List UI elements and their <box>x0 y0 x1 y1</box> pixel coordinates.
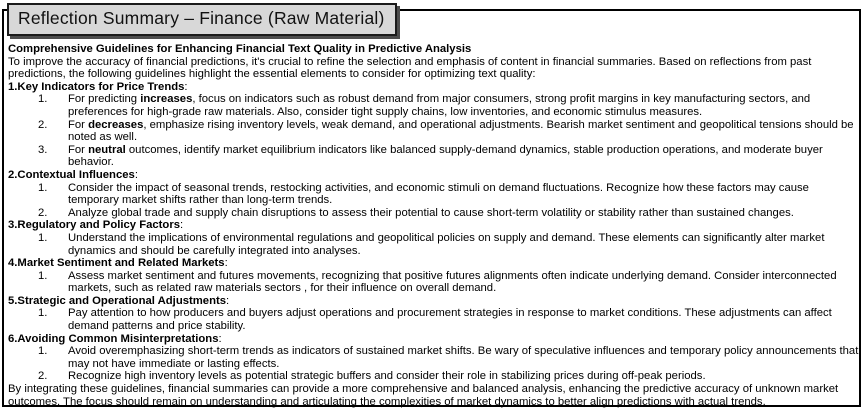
intro-text: To improve the accuracy of financial predictions, it's crucial to refine the selection and emphasis of content in financial summaries. Based on reflections from past predictions, the following guidelines highlight the essential elements to consider for optimizing text quality: <box>8 55 812 81</box>
section-heading-6 <box>8 333 859 346</box>
item-number: 1. <box>38 345 48 358</box>
list-item <box>8 93 859 118</box>
heading-colon: : <box>218 332 222 345</box>
section-heading-4 <box>8 257 859 270</box>
item-text: Understand the implications of environmental regulations and geopolitical policies on supply and demand. These elements can significantly alter market dynamics and should be carefully integrated into analyses. <box>68 231 825 257</box>
item-text: Recognize high inventory levels as potential strategic buffers and consider their role in stabilizing prices during off-peak periods. <box>68 370 706 383</box>
item-number: 1. <box>38 181 48 194</box>
list-item <box>8 307 859 332</box>
heading-colon: : <box>180 219 184 232</box>
section-heading-text: 2.Contextual Influences <box>8 168 135 181</box>
item-number: 2. <box>38 206 48 219</box>
document-body <box>8 43 859 408</box>
item-text: Analyze global trade and supply chain disruptions to assess their potential to cause short-term volatility or stability rather than sustained changes. <box>68 206 794 219</box>
list-item <box>8 144 859 169</box>
section-heading-1 <box>8 81 859 94</box>
heading-colon: : <box>226 294 230 307</box>
heading-colon: : <box>184 80 188 93</box>
list-item <box>8 207 859 220</box>
title-box <box>7 3 397 36</box>
heading-colon: : <box>224 257 228 270</box>
item-text: Consider the impact of seasonal trends, restocking activities, and economic stimuli on demand fluctuations. Recognize how these factors may cause temporary market shifts rather than long-term trends. <box>68 181 809 207</box>
heading-colon: : <box>134 168 138 181</box>
list-item <box>8 119 859 144</box>
list-item <box>8 182 859 207</box>
section-heading-text: 3.Regulatory and Policy Factors <box>8 219 181 232</box>
intro-heading: Comprehensive Guidelines for Enhancing Financial Text Quality in Predictive Analysis <box>8 43 472 55</box>
item-number: 2. <box>38 118 48 131</box>
item-text: For decreases, emphasize rising inventory levels, weak demand, and operational adjustments. Bearish market sentiment and geopolitical tensions should be noted as well. <box>68 118 854 144</box>
item-number: 3. <box>38 143 48 156</box>
item-text: Pay attention to how producers and buyers adjust operations and procurement strategies in response to market conditions. These adjustments can affect demand patterns and price stability. <box>68 307 832 333</box>
item-number: 1. <box>38 307 48 320</box>
item-text: For neutral outcomes, identify market equilibrium indicators like balanced supply-demand dynamics, stable production operations, and moderate buyer behavior. <box>68 143 823 169</box>
item-text: For predicting increases, focus on indicators such as robust demand from major consumers, strong profit margins in key manufacturing sectors, and preferences for high-grade raw materials. Also, consider tight supply chains, low inventories, and economic stimulus measures. <box>68 93 811 118</box>
section-heading-3 <box>8 219 859 232</box>
section-heading-text: 1.Key Indicators for Price Trends <box>8 80 185 93</box>
item-number: 2. <box>38 370 48 383</box>
item-number: 1. <box>38 231 48 244</box>
section-heading-text: 5.Strategic and Operational Adjustments <box>8 294 227 307</box>
section-heading-2 <box>8 169 859 182</box>
list-item <box>8 345 859 370</box>
closing-paragraph: By integrating these guidelines, financial summaries can provide a more comprehensive and balanced analysis, enhancing the predictive accuracy of unknown market outcomes. The focus should remain on understanding and articulating the complexities of market dynamics to better align predictions with actual trends. <box>8 383 839 408</box>
item-text: Avoid overemphasizing short-term trends as indicators of sustained market shifts. Be wary of speculative influences and temporary policy announcements that may not have immediate or lasting effects. <box>68 345 859 370</box>
item-number: 1. <box>38 269 48 282</box>
item-text: Assess market sentiment and futures movements, recognizing that positive futures alignments often indicate underlying demand. Consider interconnected markets, such as related raw materials sectors , for their influence on overall demand. <box>68 269 837 295</box>
page-title: Reflection Summary – Finance (Raw Material) <box>18 8 385 28</box>
section-heading-5 <box>8 295 859 308</box>
section-heading-text: 4.Market Sentiment and Related Markets <box>8 257 225 270</box>
section-heading-text: 6.Avoiding Common Misinterpretations <box>8 332 219 345</box>
item-number: 1. <box>38 93 48 106</box>
list-item <box>8 270 859 295</box>
list-item <box>8 232 859 257</box>
list-item <box>8 370 859 383</box>
